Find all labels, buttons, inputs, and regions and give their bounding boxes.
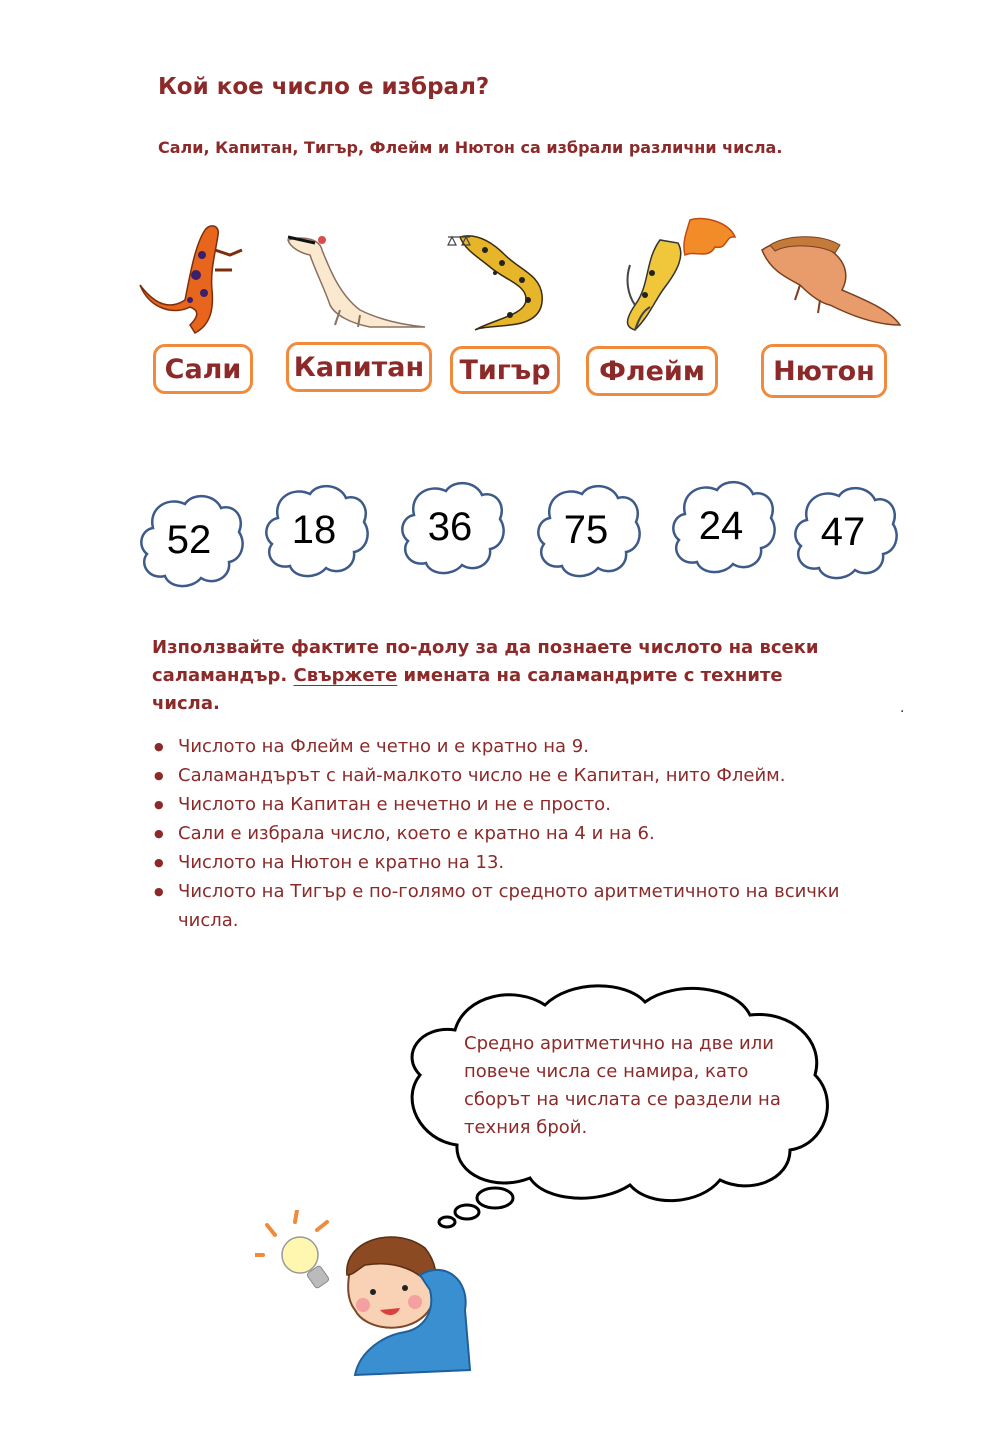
orange-salamander-icon xyxy=(140,226,242,333)
pale-axolotl-icon xyxy=(288,236,425,327)
fact-item: ● Саламандърът с най-малкото число не е Капитан, нито Флейм. xyxy=(152,761,842,790)
fire-salamander-icon xyxy=(628,219,736,330)
number-cloud[interactable] xyxy=(530,478,642,582)
instructions-part2: имената на саламандрите с техните числа. xyxy=(152,665,783,714)
number-value: 36 xyxy=(427,504,473,549)
instructions-part1: Използвайте фактите по-долу за да познаете числото на всеки саламандър. xyxy=(152,637,819,686)
thinking-girl-illustration xyxy=(255,1210,475,1380)
number-cloud[interactable] xyxy=(133,488,245,592)
name-box-nyuton[interactable]: Нютон xyxy=(761,344,887,398)
stray-dot: . xyxy=(900,700,905,716)
number-value: 52 xyxy=(166,517,212,562)
name-box-flejm[interactable]: Флейм xyxy=(586,346,718,396)
fact-item: ● Числото на Тигър е по-голямо от средното аритметичното на всички числа. xyxy=(152,877,842,935)
tiger-salamander-icon xyxy=(448,236,542,330)
lightbulb-icon xyxy=(255,1210,330,1289)
number-value: 47 xyxy=(820,509,866,554)
connect-link[interactable]: Свържете xyxy=(293,665,398,686)
page-title: Кой кое число е избрал? xyxy=(158,74,490,100)
number-cloud[interactable] xyxy=(258,478,370,582)
number-value: 75 xyxy=(563,507,609,552)
number-cloud[interactable] xyxy=(787,480,899,584)
instructions-text xyxy=(152,634,852,718)
name-box-sali[interactable]: Сали xyxy=(153,344,253,394)
number-value: 18 xyxy=(291,507,337,552)
page-subtitle: Сали, Капитан, Тигър, Флейм и Нютон са избрали различни числа. xyxy=(158,138,783,157)
number-cloud[interactable] xyxy=(665,474,777,578)
fact-item: ● Числото на Капитан е нечетно и не е просто. xyxy=(152,790,842,819)
number-value: 24 xyxy=(698,503,744,548)
facts-list xyxy=(152,732,842,935)
girl-avatar xyxy=(347,1237,470,1375)
tip-text: Средно аритметично на две или повече числа се намира, като сборът на числата се раздели на техния брой. xyxy=(464,1033,781,1138)
fact-item: ● Сали е избрала число, което е кратно на 4 и на 6. xyxy=(152,819,842,848)
number-cloud[interactable] xyxy=(394,475,506,579)
name-box-kapitan[interactable]: Капитан xyxy=(286,342,432,392)
name-box-tigar[interactable]: Тигър xyxy=(450,346,560,394)
salamanders-illustration xyxy=(130,215,910,340)
fact-item: ● Числото на Флейм е четно и е кратно на 9. xyxy=(152,732,842,761)
fact-item: ● Числото на Нютон е кратно на 13. xyxy=(152,848,842,877)
newt-icon xyxy=(762,237,900,325)
